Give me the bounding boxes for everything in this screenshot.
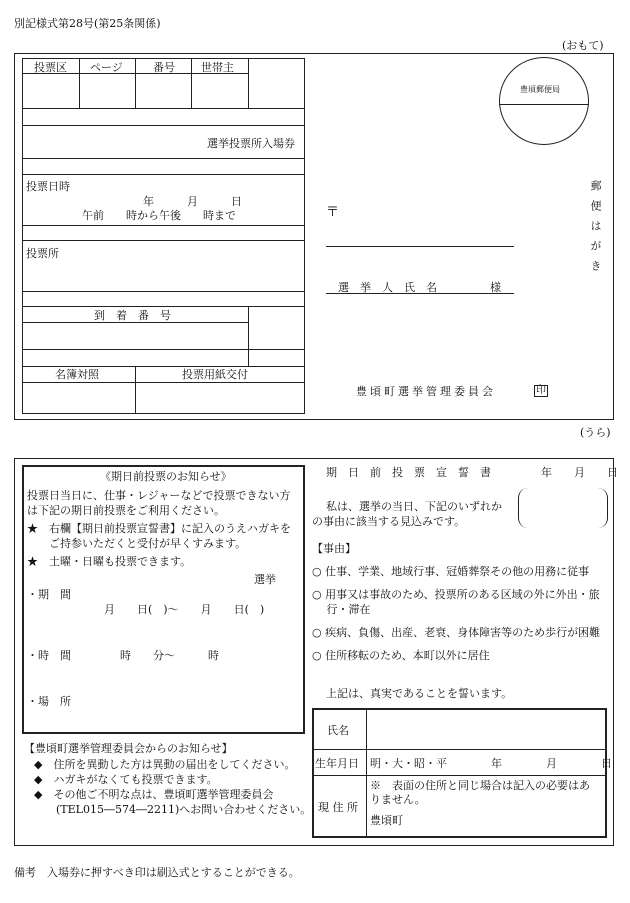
committee-seal: 印 bbox=[536, 385, 546, 396]
ballot-issue-label: 投票用紙交付 bbox=[182, 368, 248, 381]
vote-time-line: 午前 時から午後 時まで bbox=[82, 209, 236, 222]
footer-note: 備考 入場券に押すべき印は刷込式とすることができる。 bbox=[14, 866, 300, 879]
time-line: 時 分～ 時 bbox=[120, 649, 219, 662]
address-town: 豊頃町 bbox=[370, 814, 403, 827]
arrival-number-label: 到 着 番 号 bbox=[94, 309, 171, 322]
notice-title: 《期日前投票のお知らせ》 bbox=[100, 470, 232, 483]
front-label: (おもて) bbox=[562, 39, 604, 52]
dob-label: 生年月日 bbox=[315, 757, 359, 770]
reason-1: ○ 仕事、学業、地域行事、冠婚葬祭その他の用務に従事 bbox=[312, 565, 590, 578]
reason-2: ○ 用事又は事故のため、投票所のある区域の外に外出・旅 bbox=[312, 588, 600, 601]
period-line: 月 日( )～ 月 日( ) bbox=[104, 603, 265, 616]
reason-4: ○ 住所移転のため、本町以外に居住 bbox=[312, 649, 490, 662]
notice-star1-1: ★ 右欄【期日前投票宣誓書】に記入のうえハガキを bbox=[27, 522, 291, 535]
ticket-table bbox=[22, 58, 305, 414]
period-label: ・期 間 bbox=[27, 588, 71, 601]
hdr-householder: 世帯主 bbox=[201, 61, 234, 74]
vote-datetime-label: 投票日時 bbox=[26, 180, 70, 193]
address-note-1: ※ 表面の住所と同じ場合は記入の必要はあ bbox=[370, 779, 590, 792]
ticket-title: 選挙投票所入場券 bbox=[207, 137, 295, 150]
hdr-page: ページ bbox=[90, 61, 123, 74]
name-label: 氏名 bbox=[327, 724, 349, 737]
address-label: 現 住 所 bbox=[318, 801, 358, 814]
form-number: 別記様式第28号(第25条関係) bbox=[14, 17, 161, 30]
reason-2-cont: 行・滞在 bbox=[312, 603, 371, 616]
back-label: (うら) bbox=[580, 426, 611, 439]
town-notice-1: ◆ 住所を異動した方は異動の届出をしてください。 bbox=[34, 758, 296, 771]
town-notice-3: ◆ その他ご不明な点は、豊頃町選挙管理委員会 bbox=[34, 788, 274, 801]
town-notice-title: 【豊頃町選挙管理委員会からのお知らせ】 bbox=[24, 742, 233, 755]
time-label: ・時 間 bbox=[27, 649, 71, 662]
election-label: 選挙 bbox=[254, 573, 276, 586]
notice-intro-1: 投票日当日に、仕事・レジャーなどで投票できない方 bbox=[27, 489, 291, 502]
postal-mark: 〒 bbox=[326, 205, 340, 220]
postmark-text: 豊頃郵便局 bbox=[520, 85, 560, 94]
notice-intro-2: は下記の期日前投票をご利用ください。 bbox=[27, 504, 225, 517]
oath-text-2: の事由に該当する見込みです。 bbox=[312, 515, 466, 528]
hdr-district: 投票区 bbox=[34, 61, 67, 74]
committee-name: 豊頃町選挙管理委員会 bbox=[356, 385, 496, 398]
reason-3: ○ 疾病、負傷、出産、老衰、身体障害等のため歩行が困難 bbox=[312, 626, 601, 639]
place-label: ・場 所 bbox=[27, 695, 71, 708]
polling-place-label: 投票所 bbox=[26, 247, 59, 260]
dob-value: 明・大・昭・平 年 月 日 bbox=[370, 757, 612, 770]
swear-text: 上記は、真実であることを誓います。 bbox=[326, 687, 513, 700]
oath-date: 年 月 日 bbox=[541, 466, 618, 479]
town-notice-2: ◆ ハガキがなくても投票できます。 bbox=[34, 773, 218, 786]
address-note-2: りません。 bbox=[370, 793, 426, 806]
hdr-number: 番号 bbox=[153, 61, 175, 74]
oath-text-1: 私は、選挙の当日、下記のいずれか bbox=[326, 500, 502, 513]
notice-star1-2: ご持参いただくと受付が早くすみます。 bbox=[27, 537, 247, 550]
town-notice-4: (TEL015―574―2211)へお問い合わせください。 bbox=[34, 803, 312, 816]
postmark-circle bbox=[499, 57, 589, 145]
postcard-label: 郵便はがき bbox=[589, 180, 602, 280]
registry-check-label: 名簿対照 bbox=[55, 368, 99, 381]
reason-title: 【事由】 bbox=[312, 542, 356, 555]
notice-star2: ★ 土曜・日曜も投票できます。 bbox=[27, 555, 192, 568]
voter-name-label: 選 挙 人 氏 名 bbox=[338, 281, 437, 294]
oath-bracket bbox=[518, 488, 608, 528]
honorific: 様 bbox=[490, 281, 501, 294]
vote-date-line: 年 月 日 bbox=[143, 195, 242, 208]
oath-title: 期 日 前 投 票 宣 誓 書 bbox=[326, 466, 491, 479]
oath-table bbox=[312, 708, 607, 838]
